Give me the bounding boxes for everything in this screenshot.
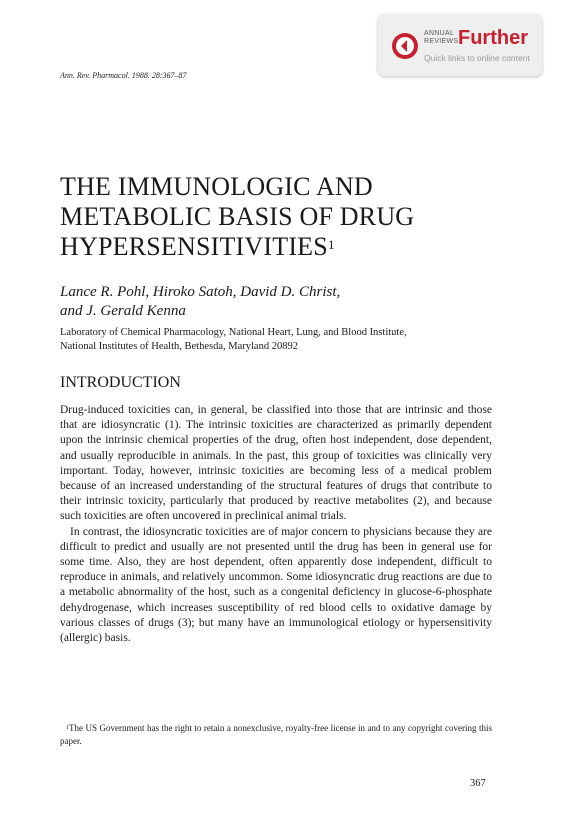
badge-further-label: Further [458, 27, 528, 49]
affiliation [60, 326, 520, 355]
section-heading: INTRODUCTION [60, 374, 181, 391]
further-links-badge[interactable] [378, 14, 542, 76]
footnote-text: The US Government has the right to retain a nonexclusive, royalty-free license in and to any copyright covering this paper. [60, 723, 492, 746]
badge-annual-reviews [424, 30, 458, 46]
paragraph-2: In contrast, the idiosyncratic toxicities are of major concern to physicians because they are difficult to predict and usually are not presented until the drug has been in general use for some time. Also, they are host dependent, often apparently dose independent, difficult to reproduce in animals, and relatively uncommon. Some idiosyncratic drug reactions are due to a metabolic abnormality of the host, such as a congenital deficiency in glucose-6-phosphate dehydrogenase, which increases susceptibility of red blood cells to oxidative damage by various classes of drugs (3); but many have an immunological etiology or hypersensitivity (allergic) basis. [60, 525, 492, 645]
footnote [60, 722, 492, 747]
body-text [60, 403, 492, 646]
title-line-3-text: HYPERSENSITIVITIES [60, 232, 328, 261]
title-line-3 [60, 232, 520, 262]
footnote-mark: 1 [66, 725, 69, 731]
badge-small-line2: REVIEWS [424, 38, 459, 45]
journal-citation: Ann. Rev. Pharmacol. 1988. 28:367–87 [60, 71, 187, 80]
title-line-1: THE IMMUNOLOGIC AND [60, 172, 373, 201]
affiliation-line-2: National Institutes of Health, Bethesda, Maryland 20892 [60, 341, 298, 353]
authors-line-2: and J. Gerald Kenna [60, 303, 186, 319]
chevron-left-circle-icon [391, 32, 419, 60]
authors-line-1: Lance R. Pohl, Hiroko Satoh, David D. Christ, [60, 284, 341, 300]
badge-subtitle: Quick links to online content [424, 53, 530, 63]
title-footnote-mark[interactable]: 1 [327, 237, 335, 252]
affiliation-line-1: Laboratory of Chemical Pharmacology, National Heart, Lung, and Blood Institute, [60, 327, 407, 338]
article-title [60, 172, 520, 262]
author-list [60, 283, 520, 321]
page-number: 367 [470, 778, 486, 789]
badge-small-line1: ANNUAL [424, 30, 455, 37]
title-line-2: METABOLIC BASIS OF DRUG [60, 202, 415, 231]
paragraph-1: Drug-induced toxicities can, in general, be classified into those that are intrinsic and those that are idiosyncratic (1). The intrinsic toxicities are characterized as primarily dependent upon the intrinsic chemical properties of the drug, often host independent, dose dependent, and usually reproducible in animals. In the past, this group of toxicities was clinically very important. Today, however, intrinsic toxicities are becoming less of a medical problem because of an increased understanding of the structural features of drugs that contribute to their intrinsic toxicity, particularly that produced by reactive metabolites (2), and because such toxicities are often uncovered in preclinical animal trials. [60, 404, 492, 523]
